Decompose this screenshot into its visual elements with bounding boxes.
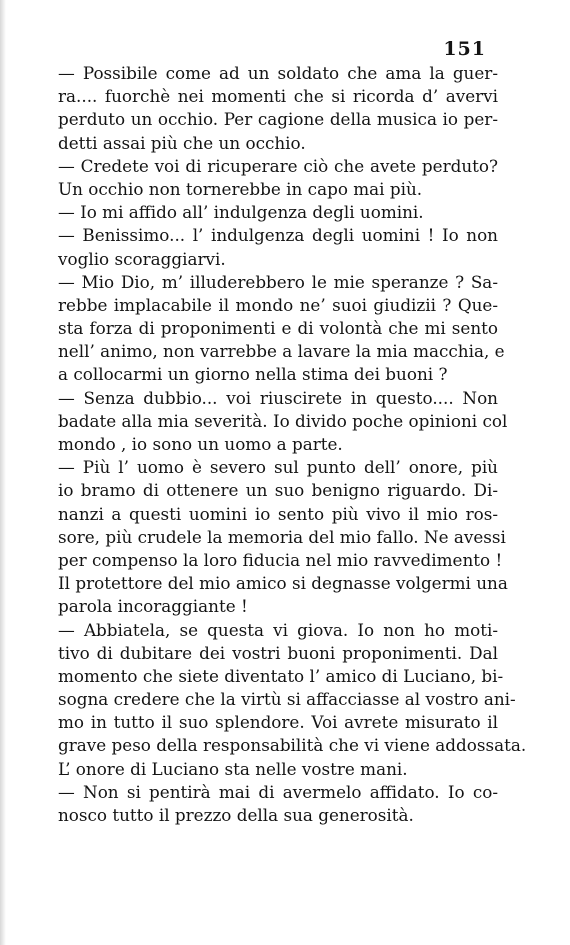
text-line: grave peso della responsabilità che vi viene addossata. (58, 735, 527, 756)
text-line: sta forza di proponimenti e di volontà che mi sento (58, 318, 498, 339)
text-line: perduto un occhio. Per cagione della musica io per- (58, 109, 498, 130)
text-line: — Credete voi di ricuperare ciò che avete perduto? (58, 155, 498, 176)
text-line: — Io mi affido all’ indulgenza degli uomini. (58, 202, 424, 223)
text-line: momento che siete diventato l’ amico di Luciano, bi- (58, 665, 504, 686)
text-line: tivo di dubitare dei vostri buoni proponimenti. Dal (58, 642, 498, 663)
text-line: detti assai più che un occhio. (58, 132, 306, 153)
text-line: mondo , io sono un uomo a parte. (58, 434, 343, 454)
body-text (58, 62, 527, 827)
text-line: a collocarmi un giorno nella stima dei buoni ? (58, 364, 448, 385)
text-line: ra.... fuorchè nei momenti che si ricorda d’ avervi (58, 86, 498, 107)
text-line: — Possibile come ad un soldato che ama la guer- (58, 63, 498, 83)
text-line: per compenso la loro fiducia nel mio ravvedimento ! (58, 549, 503, 570)
text-line: badate alla mia severità. Io divido poche opinioni col (58, 410, 508, 431)
text-line: — Senza dubbio... voi riuscirete in questo.... Non (58, 387, 498, 408)
text-line: — Non si pentirà mai di avermelo affidato. Io co- (58, 781, 498, 802)
text-line: — Mio Dio, m’ illuderebbero le mie speranze ? Sa- (58, 271, 498, 292)
text-line: Il protettore del mio amico si degnasse volgermi una (58, 573, 508, 594)
text-line: sore, più crudele la memoria del mio fallo. Ne avessi (58, 526, 506, 547)
text-line: Un occhio non tornerebbe in capo mai più. (58, 178, 423, 199)
page-number: 151 (443, 38, 486, 60)
text-line: nell’ animo, non varrebbe a lavare la mia macchia, e (58, 341, 505, 362)
text-line: nosco tutto il prezzo della sua generosità. (58, 805, 414, 825)
text-line: — Abbiatela, se questa vi giova. Io non ho moti- (58, 619, 498, 640)
text-line: rebbe implacabile il mondo ne’ suoi giudizii ? Que- (58, 294, 498, 315)
text-line: mo in tutto il suo splendore. Voi avrete misurato il (58, 712, 498, 733)
text-line: voglio scoraggiarvi. (58, 248, 226, 269)
text-line: parola incoraggiante ! (58, 596, 248, 617)
text-line: — Più l’ uomo è severo sul punto dell’ onore, più (58, 457, 498, 478)
text-line: nanzi a questi uomini io sento più vivo il mio ros- (58, 503, 498, 524)
text-line: — Benissimo... l’ indulgenza degli uomini ! Io non (58, 225, 498, 246)
text-line: io bramo di ottenere un suo benigno riguardo. Di- (58, 480, 498, 501)
page-edge-shadow (0, 0, 6, 945)
text-line: L’ onore di Luciano sta nelle vostre mani. (58, 758, 408, 779)
text-line: sogna credere che la virtù si affacciasse al vostro ani- (58, 689, 516, 710)
